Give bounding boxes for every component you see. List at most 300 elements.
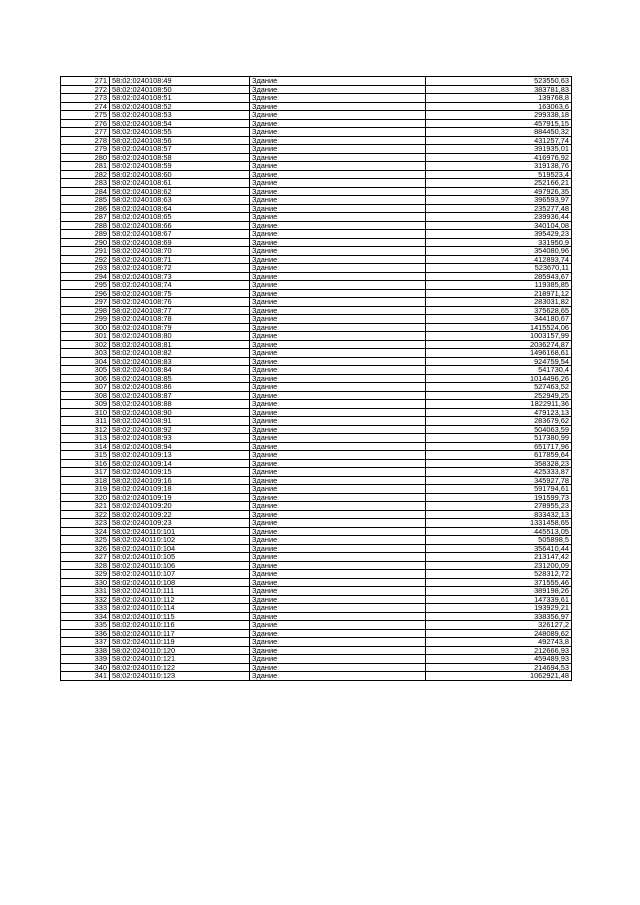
- cadastral-number-cell: 58:02:0240108:84: [110, 366, 250, 375]
- cadastral-number-cell: 58:02:0240108:67: [110, 230, 250, 239]
- row-number-cell: 297: [61, 298, 110, 307]
- row-number-cell: 314: [61, 442, 110, 451]
- row-number-cell: 291: [61, 247, 110, 256]
- cadastral-value-cell: 396593,97: [426, 196, 572, 205]
- cadastral-number-cell: 58:02:0240108:75: [110, 289, 250, 298]
- cadastral-value-cell: 591794,61: [426, 485, 572, 494]
- row-number-cell: 305: [61, 366, 110, 375]
- table-row: [61, 417, 572, 426]
- table-row: [61, 136, 572, 145]
- cadastral-value-cell: 235277,48: [426, 204, 572, 213]
- cadastral-number-cell: 58:02:0240108:66: [110, 221, 250, 230]
- cadastral-value-cell: 278955,23: [426, 502, 572, 511]
- object-type-cell: Здание: [250, 255, 426, 264]
- row-number-cell: 332: [61, 595, 110, 604]
- cadastral-value-cell: 617859,64: [426, 451, 572, 460]
- row-number-cell: 274: [61, 102, 110, 111]
- row-number-cell: 300: [61, 323, 110, 332]
- cadastral-value-cell: 492743,8: [426, 638, 572, 647]
- table-row: [61, 638, 572, 647]
- object-type-cell: Здание: [250, 468, 426, 477]
- cadastral-value-cell: 331950,9: [426, 238, 572, 247]
- cadastral-number-cell: 58:02:0240108:74: [110, 281, 250, 290]
- cadastral-value-cell: 1415524,06: [426, 323, 572, 332]
- cadastral-number-cell: 58:02:0240108:78: [110, 315, 250, 324]
- object-type-cell: Здание: [250, 519, 426, 528]
- cadastral-number-cell: 58:02:0240108:88: [110, 400, 250, 409]
- object-type-cell: Здание: [250, 230, 426, 239]
- object-type-cell: Здание: [250, 629, 426, 638]
- cadastral-value-cell: 319138,76: [426, 162, 572, 171]
- row-number-cell: 323: [61, 519, 110, 528]
- cadastral-number-cell: 58:02:0240108:81: [110, 340, 250, 349]
- cadastral-value-cell: 147339,61: [426, 595, 572, 604]
- cadastral-number-cell: 58:02:0240109:16: [110, 476, 250, 485]
- table-row: [61, 119, 572, 128]
- object-type-cell: Здание: [250, 306, 426, 315]
- object-type-cell: Здание: [250, 578, 426, 587]
- table-row: [61, 179, 572, 188]
- object-type-cell: Здание: [250, 366, 426, 375]
- cadastral-value-cell: 519523,4: [426, 170, 572, 179]
- cadastral-number-cell: 58:02:0240108:86: [110, 383, 250, 392]
- table-row: [61, 612, 572, 621]
- cadastral-number-cell: 58:02:0240108:91: [110, 417, 250, 426]
- row-number-cell: 333: [61, 604, 110, 613]
- row-number-cell: 295: [61, 281, 110, 290]
- row-number-cell: 275: [61, 111, 110, 120]
- table-row: [61, 485, 572, 494]
- table-row: [61, 672, 572, 681]
- cadastral-number-cell: 58:02:0240109:13: [110, 451, 250, 460]
- cadastral-number-cell: 58:02:0240108:79: [110, 323, 250, 332]
- object-type-cell: Здание: [250, 374, 426, 383]
- object-type-cell: Здание: [250, 340, 426, 349]
- table-row: [61, 128, 572, 137]
- cadastral-value-cell: 505898,5: [426, 536, 572, 545]
- row-number-cell: 335: [61, 621, 110, 630]
- row-number-cell: 310: [61, 408, 110, 417]
- table-row: [61, 468, 572, 477]
- object-type-cell: Здание: [250, 417, 426, 426]
- cadastral-number-cell: 58:02:0240108:64: [110, 204, 250, 213]
- cadastral-number-cell: 58:02:0240108:73: [110, 272, 250, 281]
- object-type-cell: Здание: [250, 179, 426, 188]
- row-number-cell: 288: [61, 221, 110, 230]
- cadastral-number-cell: 58:02:0240108:52: [110, 102, 250, 111]
- cadastral-value-cell: 527463,52: [426, 383, 572, 392]
- row-number-cell: 337: [61, 638, 110, 647]
- row-number-cell: 325: [61, 536, 110, 545]
- cadastral-number-cell: 58:02:0240108:87: [110, 391, 250, 400]
- table-row: [61, 102, 572, 111]
- table-row: [61, 536, 572, 545]
- object-type-cell: Здание: [250, 383, 426, 392]
- row-number-cell: 272: [61, 85, 110, 94]
- cadastral-value-cell: 1331458,65: [426, 519, 572, 528]
- cadastral-value-cell: 416976,92: [426, 153, 572, 162]
- cadastral-number-cell: 58:02:0240108:71: [110, 255, 250, 264]
- table-row: [61, 434, 572, 443]
- table-row: [61, 459, 572, 468]
- cadastral-value-cell: 191599,73: [426, 493, 572, 502]
- table-row: [61, 204, 572, 213]
- table-row: [61, 315, 572, 324]
- table-row: [61, 306, 572, 315]
- table-row: [61, 502, 572, 511]
- cadastral-value-cell: 1014496,26: [426, 374, 572, 383]
- table-row: [61, 94, 572, 103]
- cadastral-number-cell: 58:02:0240108:69: [110, 238, 250, 247]
- row-number-cell: 306: [61, 374, 110, 383]
- cadastral-number-cell: 58:02:0240108:76: [110, 298, 250, 307]
- object-type-cell: Здание: [250, 153, 426, 162]
- object-type-cell: Здание: [250, 162, 426, 171]
- row-number-cell: 278: [61, 136, 110, 145]
- row-number-cell: 324: [61, 527, 110, 536]
- table-row: [61, 408, 572, 417]
- cadastral-value-cell: 528312,72: [426, 570, 572, 579]
- object-type-cell: Здание: [250, 595, 426, 604]
- row-number-cell: 322: [61, 510, 110, 519]
- table-row: [61, 264, 572, 273]
- table-row: [61, 374, 572, 383]
- object-type-cell: Здание: [250, 672, 426, 681]
- cadastral-value-cell: 459489,93: [426, 655, 572, 664]
- object-type-cell: Здание: [250, 553, 426, 562]
- cadastral-value-cell: 383781,83: [426, 85, 572, 94]
- table-row: [61, 162, 572, 171]
- table-row: [61, 281, 572, 290]
- object-type-cell: Здание: [250, 561, 426, 570]
- cadastral-value-cell: 119385,85: [426, 281, 572, 290]
- cadastral-value-cell: 431257,74: [426, 136, 572, 145]
- row-number-cell: 303: [61, 349, 110, 358]
- cadastral-value-cell: 285943,67: [426, 272, 572, 281]
- cadastral-number-cell: 58:02:0240108:50: [110, 85, 250, 94]
- cadastral-value-cell: 2036274,87: [426, 340, 572, 349]
- table-row: [61, 289, 572, 298]
- object-type-cell: Здание: [250, 451, 426, 460]
- object-type-cell: Здание: [250, 510, 426, 519]
- cadastral-value-cell: 457915,15: [426, 119, 572, 128]
- cadastral-value-cell: 371555,46: [426, 578, 572, 587]
- cadastral-value-cell: 345927,78: [426, 476, 572, 485]
- cadastral-number-cell: 58:02:0240109:22: [110, 510, 250, 519]
- object-type-cell: Здание: [250, 604, 426, 613]
- object-type-cell: Здание: [250, 272, 426, 281]
- row-number-cell: 296: [61, 289, 110, 298]
- table-row: [61, 213, 572, 222]
- cadastral-value-cell: 391935,01: [426, 145, 572, 154]
- table-row: [61, 527, 572, 536]
- cadastral-number-cell: 58:02:0240108:58: [110, 153, 250, 162]
- cadastral-number-cell: 58:02:0240108:59: [110, 162, 250, 171]
- object-type-cell: Здание: [250, 221, 426, 230]
- cadastral-number-cell: 58:02:0240110:107: [110, 570, 250, 579]
- table-row: [61, 383, 572, 392]
- row-number-cell: 317: [61, 468, 110, 477]
- cadastral-number-cell: 58:02:0240110:117: [110, 629, 250, 638]
- object-type-cell: Здание: [250, 332, 426, 341]
- row-number-cell: 340: [61, 663, 110, 672]
- row-number-cell: 282: [61, 170, 110, 179]
- cadastral-value-cell: 1496168,61: [426, 349, 572, 358]
- cadastral-number-cell: 58:02:0240109:15: [110, 468, 250, 477]
- cadastral-number-cell: 58:02:0240108:61: [110, 179, 250, 188]
- cadastral-value-table: [60, 76, 572, 681]
- object-type-cell: Здание: [250, 170, 426, 179]
- cadastral-value-cell: 248089,62: [426, 629, 572, 638]
- table-row: [61, 255, 572, 264]
- row-number-cell: 336: [61, 629, 110, 638]
- table-row: [61, 349, 572, 358]
- cadastral-value-cell: 231200,09: [426, 561, 572, 570]
- cadastral-number-cell: 58:02:0240108:92: [110, 425, 250, 434]
- cadastral-number-cell: 58:02:0240109:19: [110, 493, 250, 502]
- cadastral-number-cell: 58:02:0240110:116: [110, 621, 250, 630]
- cadastral-number-cell: 58:02:0240108:82: [110, 349, 250, 358]
- cadastral-value-cell: 252949,25: [426, 391, 572, 400]
- row-number-cell: 293: [61, 264, 110, 273]
- row-number-cell: 334: [61, 612, 110, 621]
- object-type-cell: Здание: [250, 434, 426, 443]
- cadastral-number-cell: 58:02:0240108:53: [110, 111, 250, 120]
- cadastral-number-cell: 58:02:0240108:49: [110, 77, 250, 86]
- table-row: [61, 553, 572, 562]
- cadastral-value-cell: 541730,4: [426, 366, 572, 375]
- table-row: [61, 196, 572, 205]
- object-type-cell: Здание: [250, 570, 426, 579]
- cadastral-number-cell: 58:02:0240110:115: [110, 612, 250, 621]
- row-number-cell: 341: [61, 672, 110, 681]
- cadastral-number-cell: 58:02:0240108:93: [110, 434, 250, 443]
- cadastral-value-cell: 412893,74: [426, 255, 572, 264]
- object-type-cell: Здание: [250, 663, 426, 672]
- cadastral-number-cell: 58:02:0240108:80: [110, 332, 250, 341]
- object-type-cell: Здание: [250, 281, 426, 290]
- row-number-cell: 326: [61, 544, 110, 553]
- object-type-cell: Здание: [250, 638, 426, 647]
- table-row: [61, 646, 572, 655]
- cadastral-value-cell: 344180,67: [426, 315, 572, 324]
- object-type-cell: Здание: [250, 655, 426, 664]
- object-type-cell: Здание: [250, 289, 426, 298]
- row-number-cell: 321: [61, 502, 110, 511]
- row-number-cell: 313: [61, 434, 110, 443]
- cadastral-value-cell: 340104,08: [426, 221, 572, 230]
- cadastral-value-cell: 425333,87: [426, 468, 572, 477]
- row-number-cell: 315: [61, 451, 110, 460]
- row-number-cell: 280: [61, 153, 110, 162]
- table-row: [61, 170, 572, 179]
- object-type-cell: Здание: [250, 187, 426, 196]
- cadastral-number-cell: 58:02:0240110:106: [110, 561, 250, 570]
- object-type-cell: Здание: [250, 476, 426, 485]
- row-number-cell: 309: [61, 400, 110, 409]
- object-type-cell: Здание: [250, 85, 426, 94]
- object-type-cell: Здание: [250, 238, 426, 247]
- cadastral-value-cell: 375628,65: [426, 306, 572, 315]
- row-number-cell: 338: [61, 646, 110, 655]
- object-type-cell: Здание: [250, 196, 426, 205]
- row-number-cell: 329: [61, 570, 110, 579]
- row-number-cell: 283: [61, 179, 110, 188]
- row-number-cell: 277: [61, 128, 110, 137]
- row-number-cell: 304: [61, 357, 110, 366]
- object-type-cell: Здание: [250, 587, 426, 596]
- cadastral-value-cell: 389198,26: [426, 587, 572, 596]
- cadastral-number-cell: 58:02:0240109:14: [110, 459, 250, 468]
- table-row: [61, 578, 572, 587]
- table-row: [61, 425, 572, 434]
- cadastral-value-cell: 924759,54: [426, 357, 572, 366]
- object-type-cell: Здание: [250, 204, 426, 213]
- row-number-cell: 301: [61, 332, 110, 341]
- row-number-cell: 281: [61, 162, 110, 171]
- table-row: [61, 476, 572, 485]
- cadastral-number-cell: 58:02:0240109:18: [110, 485, 250, 494]
- object-type-cell: Здание: [250, 442, 426, 451]
- table-row: [61, 604, 572, 613]
- object-type-cell: Здание: [250, 544, 426, 553]
- row-number-cell: 287: [61, 213, 110, 222]
- cadastral-number-cell: 58:02:0240110:121: [110, 655, 250, 664]
- cadastral-value-cell: 651717,96: [426, 442, 572, 451]
- table-row: [61, 247, 572, 256]
- object-type-cell: Здание: [250, 527, 426, 536]
- table-row: [61, 391, 572, 400]
- table-row: [61, 77, 572, 86]
- object-type-cell: Здание: [250, 459, 426, 468]
- cadastral-value-cell: 212666,93: [426, 646, 572, 655]
- object-type-cell: Здание: [250, 213, 426, 222]
- cadastral-value-cell: 283031,82: [426, 298, 572, 307]
- table-row: [61, 493, 572, 502]
- object-type-cell: Здание: [250, 102, 426, 111]
- object-type-cell: Здание: [250, 349, 426, 358]
- table-row: [61, 298, 572, 307]
- table-row: [61, 187, 572, 196]
- table-row: [61, 400, 572, 409]
- cadastral-number-cell: 58:02:0240109:20: [110, 502, 250, 511]
- object-type-cell: Здание: [250, 400, 426, 409]
- cadastral-number-cell: 58:02:0240110:123: [110, 672, 250, 681]
- cadastral-number-cell: 58:02:0240110:112: [110, 595, 250, 604]
- table-row: [61, 85, 572, 94]
- row-number-cell: 279: [61, 145, 110, 154]
- cadastral-value-cell: 523550,63: [426, 77, 572, 86]
- object-type-cell: Здание: [250, 485, 426, 494]
- cadastral-value-cell: 504063,59: [426, 425, 572, 434]
- cadastral-number-cell: 58:02:0240108:54: [110, 119, 250, 128]
- row-number-cell: 318: [61, 476, 110, 485]
- table-row: [61, 621, 572, 630]
- table-row: [61, 238, 572, 247]
- object-type-cell: Здание: [250, 621, 426, 630]
- cadastral-number-cell: 58:02:0240108:94: [110, 442, 250, 451]
- table-row: [61, 570, 572, 579]
- cadastral-number-cell: 58:02:0240108:62: [110, 187, 250, 196]
- table-row: [61, 366, 572, 375]
- cadastral-number-cell: 58:02:0240110:119: [110, 638, 250, 647]
- row-number-cell: 276: [61, 119, 110, 128]
- cadastral-value-cell: 356410,44: [426, 544, 572, 553]
- object-type-cell: Здание: [250, 247, 426, 256]
- table-row: [61, 230, 572, 239]
- cadastral-value-cell: 523670,11: [426, 264, 572, 273]
- row-number-cell: 284: [61, 187, 110, 196]
- cadastral-number-cell: 58:02:0240108:51: [110, 94, 250, 103]
- cadastral-number-cell: 58:02:0240108:65: [110, 213, 250, 222]
- row-number-cell: 319: [61, 485, 110, 494]
- table-row: [61, 145, 572, 154]
- row-number-cell: 311: [61, 417, 110, 426]
- object-type-cell: Здание: [250, 357, 426, 366]
- table-row: [61, 332, 572, 341]
- cadastral-value-cell: 358328,23: [426, 459, 572, 468]
- table-row: [61, 442, 572, 451]
- row-number-cell: 331: [61, 587, 110, 596]
- cadastral-value-cell: 239936,44: [426, 213, 572, 222]
- cadastral-value-cell: 1822911,36: [426, 400, 572, 409]
- row-number-cell: 320: [61, 493, 110, 502]
- cadastral-value-cell: 299338,18: [426, 111, 572, 120]
- cadastral-number-cell: 58:02:0240108:55: [110, 128, 250, 137]
- cadastral-value-cell: 283679,62: [426, 417, 572, 426]
- cadastral-number-cell: 58:02:0240110:104: [110, 544, 250, 553]
- row-number-cell: 316: [61, 459, 110, 468]
- cadastral-value-cell: 213147,42: [426, 553, 572, 562]
- object-type-cell: Здание: [250, 493, 426, 502]
- row-number-cell: 339: [61, 655, 110, 664]
- object-type-cell: Здание: [250, 536, 426, 545]
- table-body: [61, 77, 572, 681]
- object-type-cell: Здание: [250, 408, 426, 417]
- cadastral-number-cell: 58:02:0240108:90: [110, 408, 250, 417]
- cadastral-number-cell: 58:02:0240108:63: [110, 196, 250, 205]
- object-type-cell: Здание: [250, 502, 426, 511]
- table-row: [61, 272, 572, 281]
- table-row: [61, 221, 572, 230]
- object-type-cell: Здание: [250, 646, 426, 655]
- cadastral-value-cell: 395429,23: [426, 230, 572, 239]
- table-row: [61, 544, 572, 553]
- object-type-cell: Здание: [250, 323, 426, 332]
- cadastral-number-cell: 58:02:0240108:77: [110, 306, 250, 315]
- cadastral-value-cell: 497926,35: [426, 187, 572, 196]
- cadastral-value-cell: 1062921,48: [426, 672, 572, 681]
- row-number-cell: 290: [61, 238, 110, 247]
- cadastral-number-cell: 58:02:0240110:101: [110, 527, 250, 536]
- row-number-cell: 294: [61, 272, 110, 281]
- cadastral-number-cell: 58:02:0240110:120: [110, 646, 250, 655]
- cadastral-number-cell: 58:02:0240110:105: [110, 553, 250, 562]
- row-number-cell: 299: [61, 315, 110, 324]
- row-number-cell: 292: [61, 255, 110, 264]
- object-type-cell: Здание: [250, 77, 426, 86]
- object-type-cell: Здание: [250, 111, 426, 120]
- cadastral-value-cell: 338356,97: [426, 612, 572, 621]
- cadastral-number-cell: 58:02:0240108:85: [110, 374, 250, 383]
- cadastral-value-cell: 193929,21: [426, 604, 572, 613]
- cadastral-value-cell: 214694,53: [426, 663, 572, 672]
- cadastral-value-cell: 252166,21: [426, 179, 572, 188]
- cadastral-number-cell: 58:02:0240108:70: [110, 247, 250, 256]
- cadastral-number-cell: 58:02:0240110:122: [110, 663, 250, 672]
- cadastral-value-cell: 1003157,99: [426, 332, 572, 341]
- object-type-cell: Здание: [250, 298, 426, 307]
